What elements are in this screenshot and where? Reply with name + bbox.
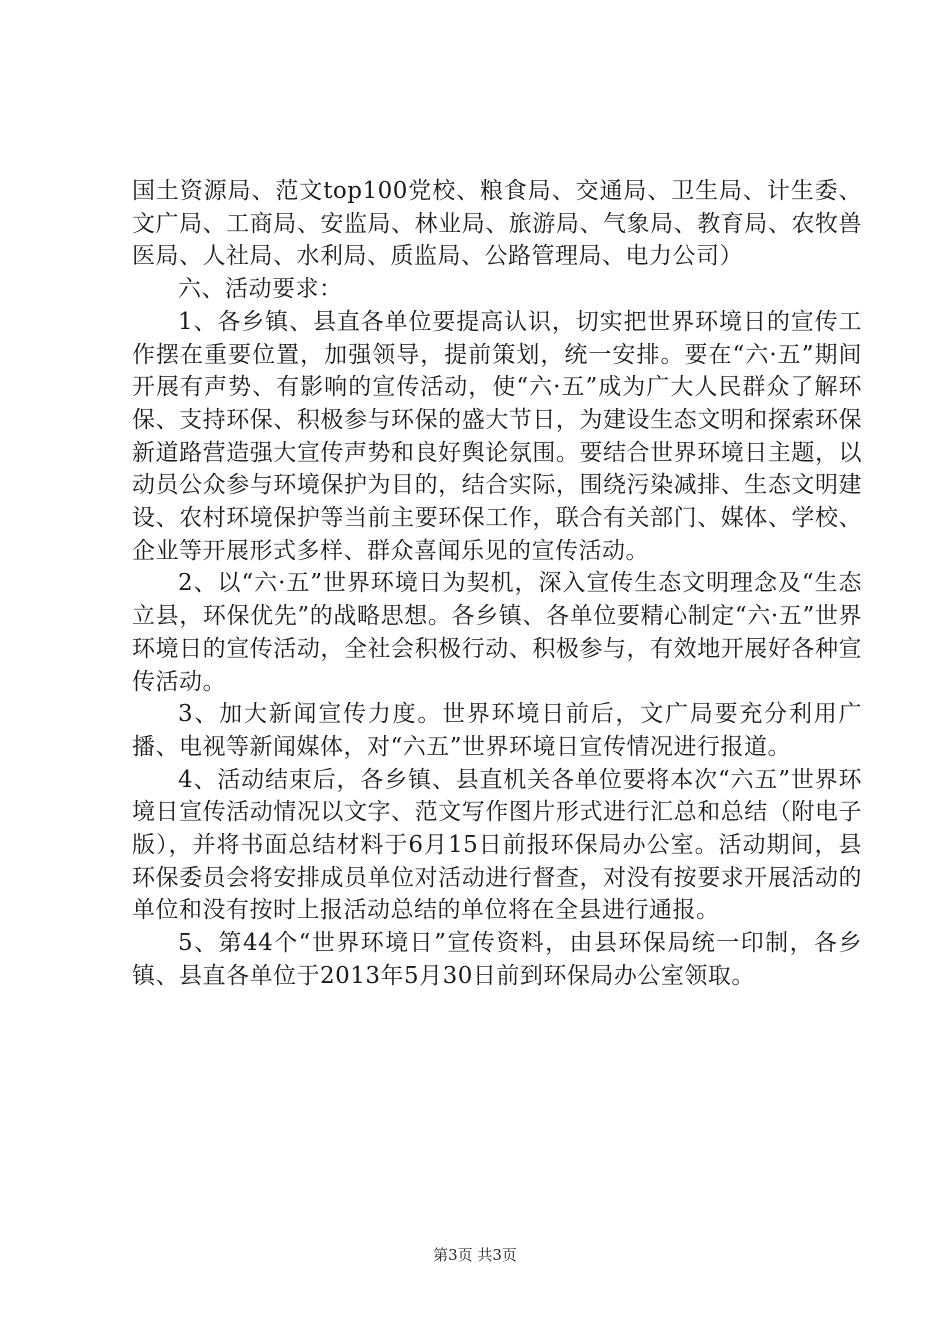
page-footer: 第3页 共3页: [433, 1246, 517, 1264]
document-body: [132, 175, 862, 993]
paragraph-requirement-5: 5、第44个“世界环境日”宣传资料，由县环保局统一印制，各乡镇、县直各单位于2013年5月30日前到环保局办公室领取。: [132, 930, 862, 989]
paragraph-unit-list: 国土资源局、范文top100党校、粮食局、交通局、卫生局、计生委、文广局、工商局、安监局、林业局、旅游局、气象局、教育局、农牧兽医局、人社局、水利局、质监局、公路管理局、电力公司）: [132, 178, 862, 270]
section-heading-requirements: 六、活动要求：: [178, 276, 343, 303]
paragraph-requirement-1: 1、各乡镇、县直各单位要提高认识，切实把世界环境日的宣传工作摆在重要位置，加强领导，提前策划，统一安排。要在“六·五”期间开展有声势、有影响的宣传活动，使“六·五”成为广大人民群众了解环保、支持环保、积极参与环保的盛大节日，为建设生态文明和探索环保新道路营造强大宣传声势和良好舆论氛围。要结合世界环境日主题，以动员公众参与环境保护为目的，结合实际，围绕污染减排、生态文明建设、农村环境保护等当前主要环保工作，联合有关部门、媒体、学校、企业等开展形式多样、群众喜闻乐见的宣传活动。: [132, 308, 862, 564]
paragraph-requirement-4: 4、活动结束后，各乡镇、县直机关各单位要将本次“六五”世界环境日宣传活动情况以文字、范文写作图片形式进行汇总和总结（附电子版），并将书面总结材料于6月15日前报环保局办公室。活动期间，县环保委员会将安排成员单位对活动进行督查，对没有按要求开展活动的单位和没有按时上报活动总结的单位将在全县进行通报。: [132, 766, 862, 924]
paragraph-requirement-3: 3、加大新闻宣传力度。世界环境日前后，文广局要充分利用广播、电视等新闻媒体，对“六五”世界环境日宣传情况进行报道。: [132, 701, 862, 760]
paragraph-requirement-2: 2、以“六·五”世界环境日为契机，深入宣传生态文明理念及“生态立县，环保优先”的战略思想。各乡镇、各单位要精心制定“六·五”世界环境日的宣传活动，全社会积极行动、积极参与，有效地开展好各种宣传活动。: [132, 570, 862, 695]
